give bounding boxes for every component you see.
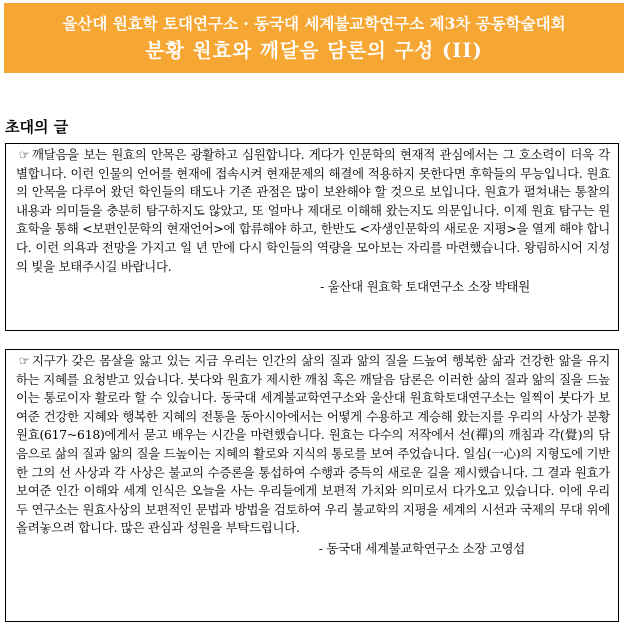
letter-2-body	[16, 352, 610, 538]
invitation-letter-2	[5, 349, 619, 622]
letter-1-body	[16, 146, 610, 276]
letter-2-signature: - 동국대 세계불교학연구소 소장 고영섭	[318, 540, 525, 556]
letter-2-text: 지구가 갖은 몸살을 앓고 있는 지금 우리는 인간의 삶의 질과 앎의 질을 드높여 행복한 삶과 건강한 앎을 유지하는 지혜를 요청받고 있습니다. 붓다와 원효가 제시한 깨침 혹은 깨달음 담론은 이러한 삶의 질과 앎의 질을 드높이는 통로이자 활로라 할 수 있습니다. 동국대 세계불교학연구소와 울산대 원효학토대연구소는 일찍이 붓다가 보여준 건강한 지혜와 행복한 지혜의 전통을 동아시아에서는 어떻게 수용하고 계승해 왔는지를 우리의 사상가 분황 원효(617~618)에게서 묻고 배우는 시간을 마련했습니다. 원효는 다수의 저작에서 선(禪)의 깨침과 각(覺)의 닦음으로 삶의 질과 앎의 질을 드높이는 지혜의 활로와 지식의 통로를 보여 주었습니다. 일심(一心)의 지형도에 기반한 그의 선 사상과 각 사상은 불교의 수증론을 통섭하여 수행과 증득의 새로운 길을 제시했습니다. 그 결과 원효가 보여준 인간 이해와 세계 인식은 오늘을 사는 우리들에게 보편적 가치와 의미로서 다가오고 있습니다. 이에 우리 두 연구소는 원효사상의 보편적인 문법과 방법을 검토하여 우리 불교학의 지평을 세계의 시선과 국제의 무대 위에 올려놓으려 합니다. 많은 관심과 성원을 부탁드립니다.	[16, 353, 610, 536]
pointing-hand-icon: ☞	[18, 147, 30, 162]
letter-1-signature: - 울산대 원효학 토대연구소 소장 박태원	[320, 279, 530, 295]
section-title: 초대의 글	[5, 118, 69, 136]
banner-conference-title: 분황 원효와 깨달음 담론의 구성 (II)	[145, 39, 483, 62]
event-banner	[4, 3, 624, 73]
banner-event-title: 울산대 원효학 토대연구소 · 동국대 세계불교학연구소 제3차 공동학술대회	[62, 14, 566, 33]
pointing-hand-icon: ☞	[18, 353, 30, 368]
invitation-letter-1	[5, 143, 619, 331]
letter-1-text: 깨달음을 보는 원효의 안목은 광활하고 심원합니다. 게다가 인문학의 현재적 관심에서는 그 호소력이 더욱 각별합니다. 이런 인물의 언어를 현재에 접속시켜 현재문제의 해결에 적용하지 못한다면 후학들의 무능입니다. 원효의 안목을 다루어 왔던 학인들의 태도나 기존 관점은 많이 보완해야 할 것으로 보입니다. 원효가 펼쳐내는 통찰의 내용과 의미들을 충분히 탐구하지도 않았고, 또 얼마나 제대로 이해해 왔는지도 의문입니다. 이제 원효 탐구는 원효학을 통해 <보편인문학의 현재언어>에 합류해야 하고, 한반도 <자생인문학의 새로운 지평>을 열게 해야 합니다. 이런 의욕과 전망을 가지고 일 년 만에 다시 학인들의 역량을 모아보는 자리를 마련했습니다. 왕림하시어 지성의 빛을 보태주시길 바랍니다.	[16, 147, 610, 274]
